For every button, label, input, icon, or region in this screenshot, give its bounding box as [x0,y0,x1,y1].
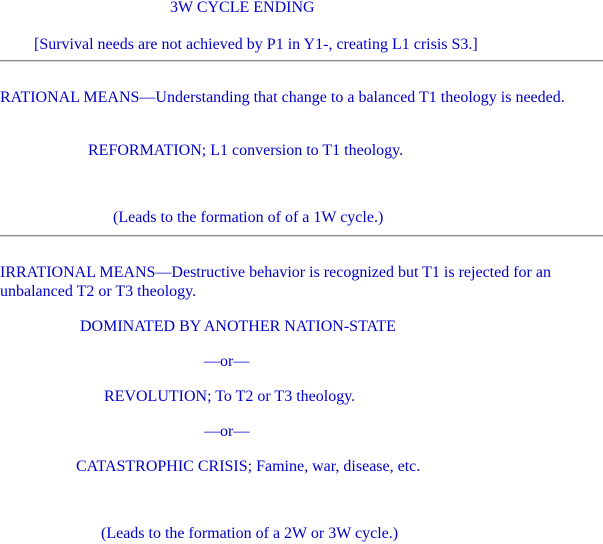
or-separator: —or— [204,353,250,370]
domination-option: DOMINATED BY ANOTHER NATION-STATE [80,318,396,335]
irrational-means-description: IRRATIONAL MEANS—Destructive behavior is recognized but T1 is rejected for an unbalanced T2 or T3 theology. [0,264,551,300]
rational-means-description: RATIONAL MEANS—Understanding that change to a balanced T1 theology is needed. [0,89,565,106]
revolution-option: REVOLUTION; To T2 or T3 theology. [104,388,356,405]
page-title: 3W CYCLE ENDING [170,0,315,16]
rational-result: (Leads to the formation of of a 1W cycle.) [113,209,384,226]
catastrophic-crisis-option: CATASTROPHIC CRISIS; Famine, war, disease, etc. [76,458,421,475]
section-divider [0,235,603,237]
reformation-outcome: REFORMATION; L1 conversion to T1 theology. [88,142,404,159]
header-note: [Survival needs are not achieved by P1 in Y1-, creating L1 crisis S3.] [34,36,478,53]
irrational-result: (Leads to the formation of a 2W or 3W cycle.) [101,525,399,542]
section-divider [0,60,603,62]
or-separator: —or— [204,423,250,440]
